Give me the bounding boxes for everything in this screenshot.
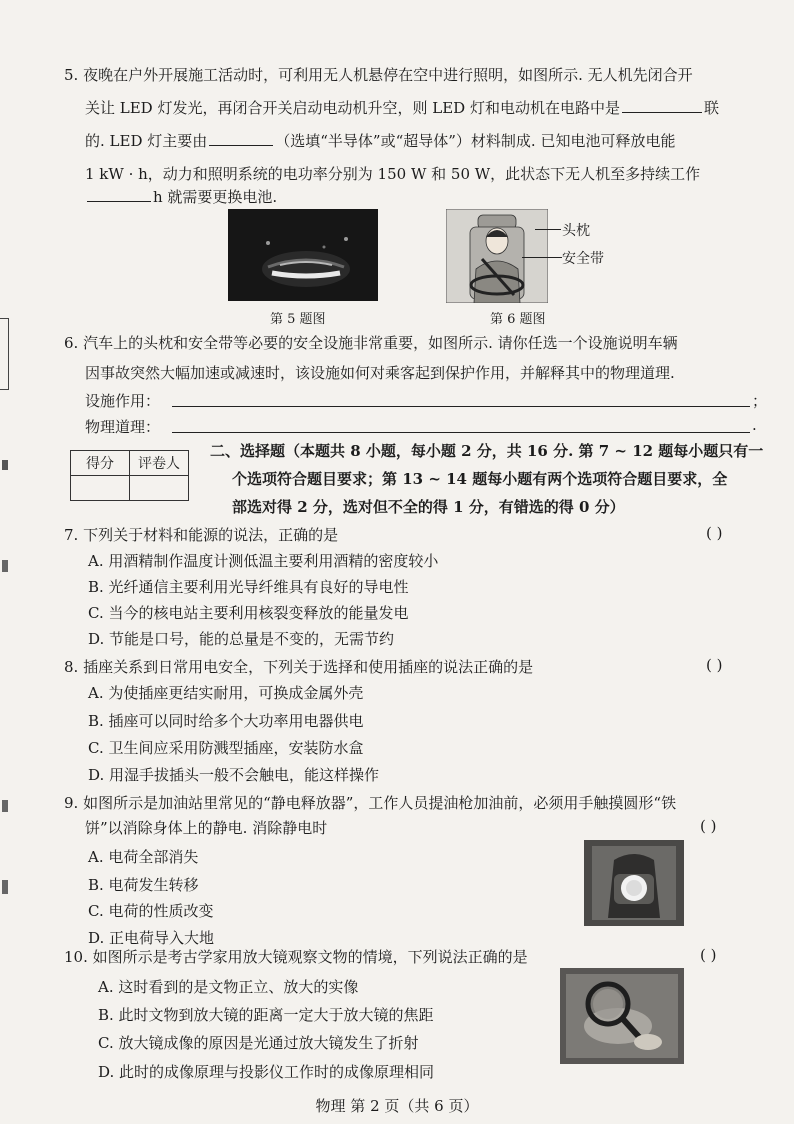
q5-line-1: 5. 夜晚在户外开展施工活动时，可利用无人机悬停在空中进行照明，如图所示. 无人机先闭合开 bbox=[64, 66, 693, 84]
q10-option-d: D. 此时的成像原理与投影仪工作时的成像原理相同 bbox=[98, 1063, 435, 1081]
score-table bbox=[70, 450, 189, 501]
section2-line-2: 个选项符合题目要求；第 13 ~ 14 题每小题有两个选项符合题目要求，全 bbox=[232, 470, 728, 488]
q5-blank-material[interactable] bbox=[209, 144, 273, 146]
score-header: 得分 bbox=[71, 451, 130, 476]
q7-option-d: D. 节能是口号，能的总量是不变的，无需节约 bbox=[88, 630, 395, 648]
q5-line-5-text: h 就需要更换电池. bbox=[153, 188, 278, 206]
q9-line-2: 饼”以消除身体上的静电. 消除静电时 bbox=[85, 819, 328, 837]
q7-option-a: A. 用酒精制作温度计测低温主要利用酒精的密度较小 bbox=[88, 552, 439, 570]
q5-blank-connection[interactable] bbox=[622, 111, 702, 113]
q10-answer-paren[interactable]: ( ) bbox=[700, 946, 717, 964]
q8-answer-paren[interactable]: ( ) bbox=[706, 656, 723, 674]
q10-option-c: C. 放大镜成像的原因是光通过放大镜发生了折射 bbox=[98, 1034, 419, 1052]
binding-margin bbox=[0, 0, 22, 1124]
grader-header: 评卷人 bbox=[130, 451, 189, 476]
q7-option-c: C. 当今的核电站主要利用核裂变释放的能量发电 bbox=[88, 604, 409, 622]
q5-line-2-end: 联 bbox=[703, 99, 719, 117]
q8-stem: 8. 插座关系到日常用电安全，下列关于选择和使用插座的说法正确的是 bbox=[64, 658, 534, 676]
q10-stem: 10. 如图所示是考古学家用放大镜观察文物的情境，下列说法正确的是 bbox=[64, 948, 528, 966]
q5-line-3 bbox=[85, 130, 675, 151]
q6-reason-end: . bbox=[752, 416, 757, 434]
fig6-label-seatbelt: 安全带 bbox=[562, 251, 604, 267]
q8-option-a: A. 为使插座更结实耐用，可换成金属外壳 bbox=[88, 684, 364, 702]
q8-option-c: C. 卫生间应采用防溅型插座，安装防水盒 bbox=[88, 739, 364, 757]
q5-blank-hours[interactable] bbox=[87, 200, 151, 202]
q8-option-d: D. 用湿手拔插头一般不会触电，能这样操作 bbox=[88, 766, 380, 784]
q9-line-1: 9. 如图所示是加油站里常见的“静电释放器”，工作人员提油枪加油前，必须用手触摸圆形“铁 bbox=[64, 794, 677, 812]
fig6-driver-illustration bbox=[446, 209, 548, 303]
q5-line-3-end: （选填“半导体”或“超导体”）材料制成. 已知电池可释放电能 bbox=[275, 132, 676, 150]
q9-option-b: B. 电荷发生转移 bbox=[88, 876, 199, 894]
q5-line-4: 1 kW · h，动力和照明系统的电功率分别为 150 W 和 50 W，此状态下无人机至多持续工作 bbox=[85, 165, 701, 183]
q5-line-5 bbox=[85, 186, 277, 207]
fig6-seatbelt-pointer bbox=[522, 257, 562, 258]
grader-cell[interactable] bbox=[130, 476, 189, 501]
q9-answer-paren[interactable]: ( ) bbox=[700, 817, 717, 835]
q6-function-label: 设施作用： bbox=[85, 392, 161, 410]
q5-line-2-text: 关让 LED 灯发光，再闭合开关启动电动机升空，则 LED 灯和电动机在电路中是 bbox=[85, 99, 620, 117]
q7-stem: 7. 下列关于材料和能源的说法，正确的是 bbox=[64, 526, 339, 544]
q9-option-d: D. 正电荷导入大地 bbox=[88, 929, 215, 947]
q6-reason-label: 物理道理： bbox=[85, 418, 161, 436]
section2-line-3: 部选对得 2 分，选对但不全的得 1 分，有错选的得 0 分） bbox=[232, 498, 625, 516]
fig5-drone-photo bbox=[228, 209, 378, 301]
q10-option-b: B. 此时文物到放大镜的距离一定大于放大镜的焦距 bbox=[98, 1006, 434, 1024]
fig6-label-headrest: 头枕 bbox=[562, 223, 590, 239]
q6-reason-answer-line[interactable] bbox=[172, 432, 750, 433]
q10-magnifier-photo bbox=[560, 968, 684, 1064]
q6-function-end: ； bbox=[752, 392, 768, 410]
fig5-caption: 第 5 题图 bbox=[270, 312, 326, 327]
q6-line-2: 因事故突然大幅加速或减速时，该设施如何对乘客起到保护作用，并解释其中的物理道理. bbox=[85, 364, 675, 382]
q9-static-discharger-photo bbox=[584, 840, 684, 926]
section2-line-1: 二、选择题（本题共 8 小题，每小题 2 分，共 16 分. 第 7 ~ 12 题每小题只有一 bbox=[210, 442, 764, 460]
fig6-caption: 第 6 题图 bbox=[490, 312, 546, 327]
q8-option-b: B. 插座可以同时给多个大功率用电器供电 bbox=[88, 712, 364, 730]
fig6-headrest-pointer bbox=[535, 229, 561, 230]
q7-answer-paren[interactable]: ( ) bbox=[706, 524, 723, 542]
q10-option-a: A. 这时看到的是文物正立、放大的实像 bbox=[98, 978, 359, 996]
q9-option-c: C. 电荷的性质改变 bbox=[88, 902, 214, 920]
q5-line-3-text: 的. LED 灯主要由 bbox=[85, 132, 208, 150]
q9-option-a: A. 电荷全部消失 bbox=[88, 848, 199, 866]
page-footer: 物理 第 2 页（共 6 页） bbox=[315, 1097, 479, 1115]
q5-line-2 bbox=[85, 97, 719, 118]
q6-function-answer-line[interactable] bbox=[172, 406, 750, 407]
q7-option-b: B. 光纤通信主要利用光导纤维具有良好的导电性 bbox=[88, 578, 409, 596]
q6-line-1: 6. 汽车上的头枕和安全带等必要的安全设施非常重要，如图所示. 请你任选一个设施说明车辆 bbox=[64, 334, 678, 352]
score-cell[interactable] bbox=[71, 476, 130, 501]
